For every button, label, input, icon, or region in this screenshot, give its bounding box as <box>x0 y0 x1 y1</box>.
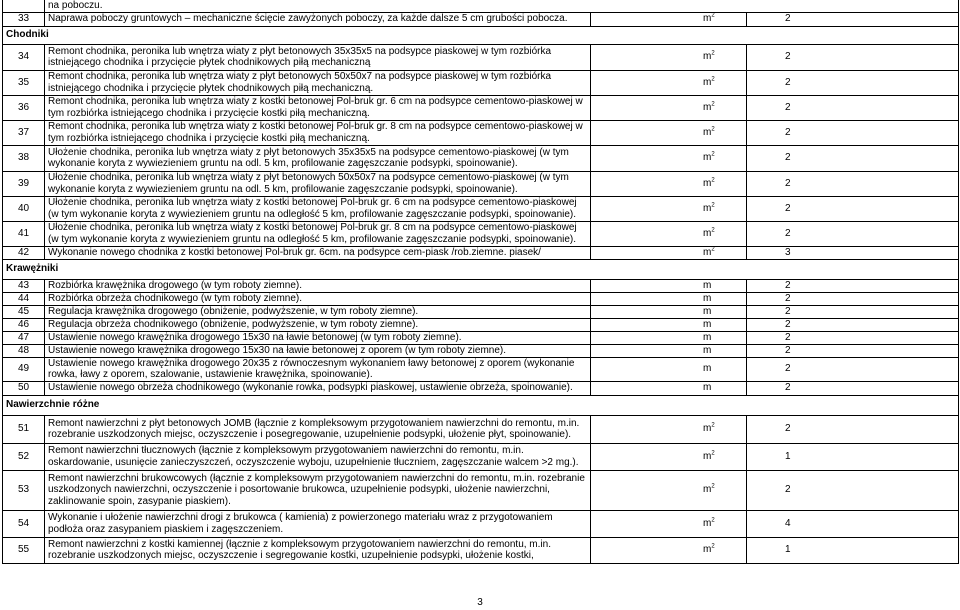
row-number: 38 <box>3 145 45 171</box>
row-quantity: 4 <box>747 510 959 537</box>
row-number: 52 <box>3 443 45 470</box>
section-header-row <box>3 26 959 44</box>
table-row <box>3 171 959 196</box>
unit-symbol: m <box>703 101 712 113</box>
row-unit <box>591 44 747 70</box>
row-number: 42 <box>3 246 45 259</box>
unit-exponent: 2 <box>711 202 715 209</box>
unit-exponent: 2 <box>711 422 715 429</box>
row-quantity: 2 <box>747 171 959 196</box>
table-row <box>3 344 959 357</box>
unit-exponent: 2 <box>711 101 715 108</box>
row-unit <box>591 12 747 26</box>
row-quantity: 2 <box>747 415 959 443</box>
row-unit <box>591 318 747 331</box>
row-unit <box>591 279 747 292</box>
row-description: Naprawa poboczy gruntowych – mechaniczne ścięcie zawyżonych poboczy, za każde dalsze 5 cm grubości pobocza. <box>45 12 591 26</box>
row-unit <box>591 443 747 470</box>
row-description: Remont chodnika, peronika lub wnętrza wiaty z kostki betonowej Pol-bruk gr. 6 cm na podsypce cementowo-piaskowej w tym rozbiórka istniejącego chodnika i przycięcie kostki piłą mechaniczną. <box>45 95 591 120</box>
table-row <box>3 318 959 331</box>
row-description: Regulacja obrzeża chodnikowego (obniżenie, podwyższenie, w tym roboty ziemne). <box>45 318 591 331</box>
row-description: Remont nawierzchni tłucznowych (łącznie z kompleksowym przygotowaniem nawierzchni do remontu, m.in. oskardowanie, usunięcie zanieczyszczeń, oczyszczenie wyboju, uzupełnienie tłuczniem, zagęszczanie walcem >2 mg.). <box>45 443 591 470</box>
unit-symbol: m <box>703 344 712 356</box>
row-number: 48 <box>3 344 45 357</box>
row-number: 47 <box>3 331 45 344</box>
row-quantity: 2 <box>747 196 959 221</box>
row-description: Remont chodnika, peronika lub wnętrza wiaty z płyt betonowych 50x50x7 na podsypce piaskowej w tym rozbiórka istniejącego chodnika i przycięcie płytek chodnikowych piłą mechaniczną. <box>45 70 591 95</box>
table-row <box>3 415 959 443</box>
unit-symbol: m <box>703 292 712 304</box>
section-title: Krawężniki <box>3 259 959 279</box>
row-description: Ułożenie chodnika, peronika lub wnętrza wiaty z płyt betonowych 35x35x5 na podsypce cementowo-piaskowej (w tym wykonanie koryta z wywiezieniem gruntu na odl. 5 km, profilowanie zagęszczanie podsypki, spoinowanie). <box>45 145 591 171</box>
table-row <box>3 44 959 70</box>
unit-symbol: m <box>703 423 712 435</box>
unit-symbol: m <box>703 382 712 394</box>
row-quantity: 2 <box>747 120 959 145</box>
unit-symbol: m <box>703 517 712 529</box>
unit-symbol: m <box>703 279 712 291</box>
row-description: Remont nawierzchni z płyt betonowych JOMB (łącznie z kompleksowym przygotowaniem nawierzchni do remontu, m.in. rozebranie uszkodzonych miejsc, oczyszczenie i posegregowanie, uzupełnienie podsypki, ułożenie płyt, spoinowanie). <box>45 415 591 443</box>
table-row <box>3 70 959 95</box>
row-number: 44 <box>3 292 45 305</box>
row-number: 49 <box>3 357 45 381</box>
row-description: Ułożenie chodnika, peronika lub wnętrza wiaty z kostki betonowej Pol-bruk gr. 8 cm na podsypce cementowo-piaskowej (w tym wykonanie koryta z wywiezieniem gruntu na odległość 5 km, profilowanie zagęszczanie podsypki, spoinowanie). <box>45 221 591 246</box>
row-number: 41 <box>3 221 45 246</box>
row-quantity: 2 <box>747 221 959 246</box>
row-quantity: 2 <box>747 279 959 292</box>
unit-symbol: m <box>703 177 712 189</box>
row-unit <box>591 470 747 510</box>
row-unit <box>591 357 747 381</box>
row-unit <box>591 171 747 196</box>
row-unit <box>591 196 747 221</box>
row-quantity: 2 <box>747 357 959 381</box>
unit-exponent: 2 <box>711 517 715 524</box>
row-quantity: 2 <box>747 381 959 395</box>
cost-estimate-table <box>2 0 959 564</box>
table-row <box>3 196 959 221</box>
unit-symbol: m <box>703 318 712 330</box>
row-number: 51 <box>3 415 45 443</box>
unit-exponent: 2 <box>711 543 715 550</box>
unit-exponent: 2 <box>711 151 715 158</box>
unit-symbol: m <box>703 450 712 462</box>
table-row <box>3 357 959 381</box>
unit-exponent: 2 <box>711 50 715 57</box>
row-description: Wykonanie i ułożenie nawierzchni drogi z brukowca ( kamienia) z powierzonego materiału wraz z przygotowaniem podłoża oraz zasypaniem piaskiem i zagęszczeniem. <box>45 510 591 537</box>
row-number: 33 <box>3 12 45 26</box>
row-description: Remont chodnika, peronika lub wnętrza wiaty z płyt betonowych 35x35x5 na podsypce piaskowej w tym rozbiórka istniejącego chodnika i przycięcie płytek chodnikowych piłą mechaniczną <box>45 44 591 70</box>
row-quantity: 2 <box>747 305 959 318</box>
row-number: 55 <box>3 537 45 563</box>
page-number: 3 <box>477 597 483 608</box>
row-description: Remont nawierzchni brukowcowych (łącznie z kompleksowym przygotowaniem nawierzchni do remontu, m.in. rozebranie uszkodzonych nawierzchni, oczyszczenie i posortowanie brukowca, uzupełnienie podsypki, ułożenie nawierzchni, zaklinowanie spoin, zasypanie piaskiem). <box>45 470 591 510</box>
unit-exponent: 2 <box>711 450 715 457</box>
row-number: 46 <box>3 318 45 331</box>
row-description: Ustawienie nowego krawężnika drogowego 15x30 na ławie betonowej z oporem (w tym roboty ziemne). <box>45 344 591 357</box>
unit-exponent: 2 <box>711 126 715 133</box>
row-unit <box>591 292 747 305</box>
row-description: Ułożenie chodnika, peronika lub wnętrza wiaty z płyt betonowych 50x50x7 na podsypce cementowo-piaskowej (w tym wykonanie koryta z wywiezieniem gruntu na odl. 5 km, profilowanie zagęszczanie podsypki, spoinowanie). <box>45 171 591 196</box>
row-quantity: 2 <box>747 44 959 70</box>
row-unit <box>591 415 747 443</box>
row-quantity: 2 <box>747 70 959 95</box>
row-unit <box>591 120 747 145</box>
unit-symbol: m <box>703 305 712 317</box>
section-header-row <box>3 395 959 415</box>
table-row <box>3 305 959 318</box>
table-row <box>3 246 959 259</box>
row-description: Remont chodnika, peronika lub wnętrza wiaty z kostki betonowej Pol-bruk gr. 8 cm na podsypce cementowo-piaskowej w tym rozbiórka istniejącego chodnika i przycięcie kostki piłą mechaniczną. <box>45 120 591 145</box>
row-unit <box>591 331 747 344</box>
row-unit <box>591 344 747 357</box>
row-quantity: 2 <box>747 331 959 344</box>
unit-symbol: m <box>703 152 712 164</box>
row-quantity: 2 <box>747 95 959 120</box>
table-row <box>3 331 959 344</box>
table-row <box>3 145 959 171</box>
table-row <box>3 221 959 246</box>
unit-symbol: m <box>703 202 712 214</box>
table-row <box>3 443 959 470</box>
section-title: Chodniki <box>3 26 959 44</box>
row-description: Remont nawierzchni z kostki kamiennej (łącznie z kompleksowym przygotowaniem nawierzchni do remontu, m.in. rozebranie uszkodzonych miejsc, oczyszczenie i segregowanie kostki, uzupełnienie podsypki, ułożenie kostki, <box>45 537 591 563</box>
row-description: Ustawienie nowego krawężnika drogowego 20x35 z równoczesnym wykonaniem ławy betonowej z oporem (wykonanie rowka, ławy z oporem, szalowanie, ustawienie krawężnika, spoinowanie). <box>45 357 591 381</box>
row-number: 50 <box>3 381 45 395</box>
row-number: 53 <box>3 470 45 510</box>
top-fragment-text: na poboczu. <box>48 0 103 11</box>
row-description: Wykonanie nowego chodnika z kostki betonowej Pol-bruk gr. 6cm. na podsypce cem-piask /rob.ziemne. piasek/ <box>45 246 591 259</box>
row-description: Ustawienie nowego obrzeża chodnikowego (wykonanie rowka, podsypki piaskowej, ustawienie obrzeża, spoinowanie). <box>45 381 591 395</box>
table-row <box>3 381 959 395</box>
row-quantity: 2 <box>747 12 959 26</box>
row-quantity: 2 <box>747 145 959 171</box>
row-unit <box>591 221 747 246</box>
row-description: Ustawienie nowego krawężnika drogowego 15x30 na ławie betonowej (w tym roboty ziemne). <box>45 331 591 344</box>
row-unit <box>591 95 747 120</box>
row-unit <box>591 70 747 95</box>
unit-exponent: 2 <box>711 76 715 83</box>
unit-symbol: m <box>703 76 712 88</box>
row-description: Rozbiórka krawężnika drogowego (w tym roboty ziemne). <box>45 279 591 292</box>
row-number: 54 <box>3 510 45 537</box>
row-number: 34 <box>3 44 45 70</box>
row-description: Rozbiórka obrzeża chodnikowego (w tym roboty ziemne). <box>45 292 591 305</box>
row-number: 40 <box>3 196 45 221</box>
row-quantity: 2 <box>747 318 959 331</box>
unit-symbol: m <box>703 246 712 258</box>
row-unit <box>591 305 747 318</box>
row-quantity: 1 <box>747 537 959 563</box>
row-description: Ułożenie chodnika, peronika lub wnętrza wiaty z kostki betonowej Pol-bruk gr. 6 cm na podsypce cementowo-piaskowej (w tym wykonanie koryta z wywiezieniem gruntu na odległość 5 km, profilowanie zagęszczanie podsypki, spoinowanie). <box>45 196 591 221</box>
unit-symbol: m <box>703 484 712 496</box>
unit-symbol: m <box>703 363 712 375</box>
row-quantity: 1 <box>747 443 959 470</box>
row-unit <box>591 510 747 537</box>
section-header-row <box>3 259 959 279</box>
table-row <box>3 279 959 292</box>
row-number: 35 <box>3 70 45 95</box>
table-row <box>3 12 959 26</box>
row-number: 37 <box>3 120 45 145</box>
unit-exponent: 2 <box>711 227 715 234</box>
unit-symbol: m <box>703 126 712 138</box>
unit-symbol: m <box>703 331 712 343</box>
row-number: 45 <box>3 305 45 318</box>
row-number: 36 <box>3 95 45 120</box>
row-quantity: 2 <box>747 470 959 510</box>
table-row <box>3 470 959 510</box>
row-unit <box>591 381 747 395</box>
row-quantity: 2 <box>747 292 959 305</box>
unit-symbol: m <box>703 51 712 63</box>
unit-exponent: 2 <box>711 12 715 19</box>
table-row <box>3 95 959 120</box>
unit-symbol: m <box>703 544 712 556</box>
table-row <box>3 537 959 563</box>
row-quantity: 2 <box>747 344 959 357</box>
row-description: Regulacja krawężnika drogowego (obniżenie, podwyższenie, w tym roboty ziemne). <box>45 305 591 318</box>
row-unit <box>591 246 747 259</box>
table-row <box>3 120 959 145</box>
row-number: 43 <box>3 279 45 292</box>
row-unit <box>591 537 747 563</box>
row-number: 39 <box>3 171 45 196</box>
row-quantity: 3 <box>747 246 959 259</box>
unit-exponent: 2 <box>711 483 715 490</box>
unit-symbol: m <box>703 227 712 239</box>
row-unit <box>591 145 747 171</box>
section-title: Nawierzchnie różne <box>3 395 959 415</box>
unit-exponent: 2 <box>711 177 715 184</box>
unit-exponent: 2 <box>711 246 715 253</box>
unit-symbol: m <box>703 13 712 25</box>
table-row <box>3 292 959 305</box>
table-row <box>3 510 959 537</box>
